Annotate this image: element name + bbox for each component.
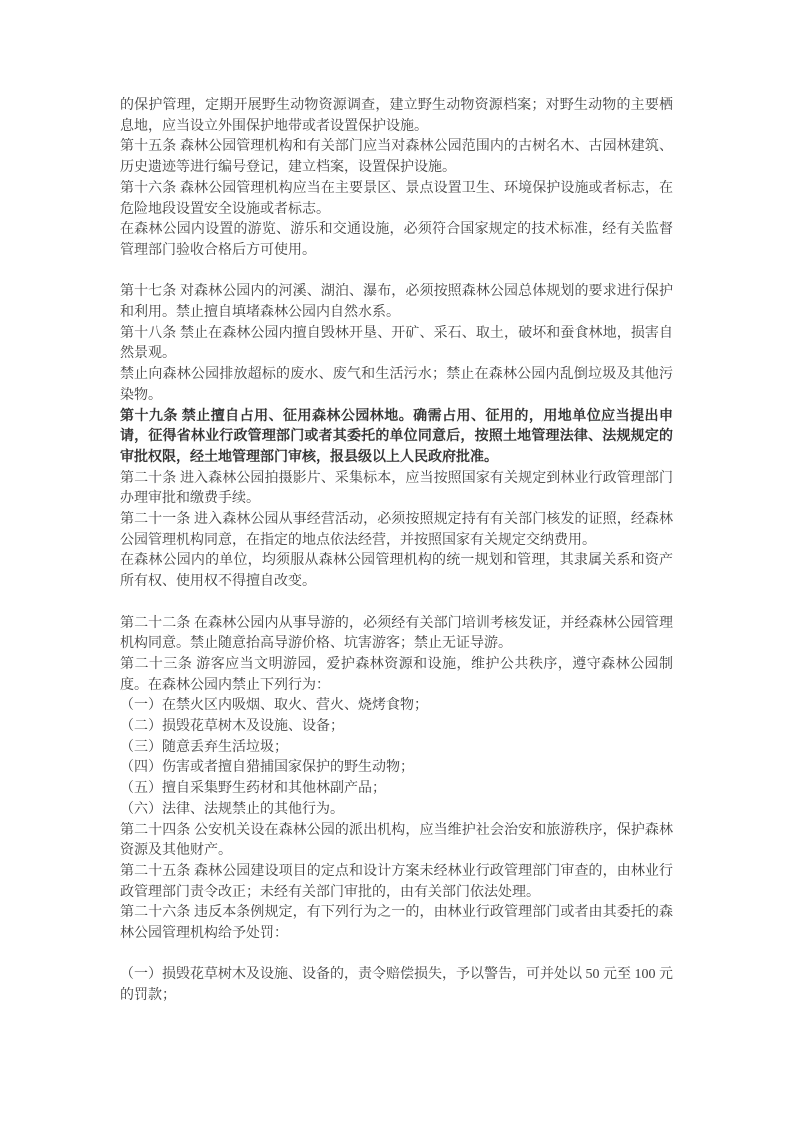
paragraph: 第十五条 森林公园管理机构和有关部门应当对森林公园范围内的古树名木、古园林建筑、历史遗迹等进行编号登记，建立档案，设置保护设施。 <box>120 139 673 176</box>
paragraph: （一）损毁花草树木及设施、设备的，责令赔偿损失，予以警告，可并处以 50 元至 100 元的罚款； <box>120 967 673 1004</box>
paragraph: 第十八条 禁止在森林公园内擅自毁林开垦、开矿、采石、取土，破坏和蚕食林地，损害自然景观。 <box>120 325 673 362</box>
paragraph: （一）在禁火区内吸烟、取火、营火、烧烤食物； <box>120 698 428 714</box>
paragraph: 第十六条 森林公园管理机构应当在主要景区、景点设置卫生、环境保护设施或者标志，在危险地段设置安全设施或者标志。 <box>120 180 673 217</box>
paragraph: 第二十五条 森林公园建设项目的定点和设计方案未经林业行政管理部门审查的，由林业行政管理部门责令改正；未经有关部门审批的，由有关部门依法处理。 <box>120 863 673 900</box>
paragraph: 第二十一条 进入森林公园从事经营活动，必须按照规定持有有关部门核发的证照，经森林公园管理机构同意，在指定的地点依法经营，并按照国家有关规定交纳费用。 <box>120 512 673 548</box>
paragraph: （二）损毁花草树木及设施、设备； <box>120 719 344 735</box>
paragraph: 第二十四条 公安机关设在森林公园的派出机构，应当维护社会治安和旅游秩序，保护森林资源及其他财产。 <box>120 822 673 859</box>
paragraph: 在森林公园内的单位，均须服从森林公园管理机构的统一规划和管理，其隶属关系和资产所有权、使用权不得擅自改变。 <box>120 553 673 590</box>
paragraph: 第二十六条 违反本条例规定，有下列行为之一的，由林业行政管理部门或者由其委托的森林公园管理机构给予处罚： <box>120 905 673 942</box>
paragraph: （四）伤害或者擅自猎捕国家保护的野生动物； <box>120 760 414 776</box>
paragraph: 的保护管理，定期开展野生动物资源调查，建立野生动物资源档案；对野生动物的主要栖息地，应当设立外围保护地带或者设置保护设施。 <box>120 98 673 134</box>
paragraph: 第十七条 对森林公园内的河溪、湖泊、瀑布，必须按照森林公园总体规划的要求进行保护和利用。禁止擅自填堵森林公园内自然水系。 <box>120 284 673 321</box>
paragraph: 禁止向森林公园排放超标的废水、废气和生活污水；禁止在森林公园内乱倒垃圾及其他污染物。 <box>120 367 673 403</box>
paragraph: （三）随意丢弃生活垃圾； <box>120 739 288 755</box>
document-text <box>120 96 673 1007</box>
paragraph: 第二十条 进入森林公园拍摄影片、采集标本，应当按照国家有关规定到林业行政管理部门办理审批和缴费手续。 <box>120 470 673 507</box>
paragraph: 在森林公园内设置的游览、游乐和交通设施，必须符合国家规定的技术标准，经有关监督管理部门验收合格后方可使用。 <box>120 222 673 258</box>
paragraph: 第二十三条 游客应当文明游园，爱护森林资源和设施，维护公共秩序，遵守森林公园制度。在森林公园内禁止下列行为： <box>120 656 673 693</box>
paragraph: （五）擅自采集野生药材和其他林副产品； <box>120 781 386 797</box>
paragraph: 第二十二条 在森林公园内从事导游的，必须经有关部门培训考核发证，并经森林公园管理机构同意。禁止随意抬高导游价格、坑害游客；禁止无证导游。 <box>120 615 673 652</box>
paragraph: （六）法律、法规禁止的其他行为。 <box>120 801 344 817</box>
paragraph: 第十九条 禁止擅自占用、征用森林公园林地。确需占用、征用的，用地单位应当提出申请，征得省林业行政管理部门或者其委托的单位同意后，按照土地管理法律、法规规定的审批权限，经土地管理部门审核，报县级以上人民政府批准。 <box>120 408 673 465</box>
